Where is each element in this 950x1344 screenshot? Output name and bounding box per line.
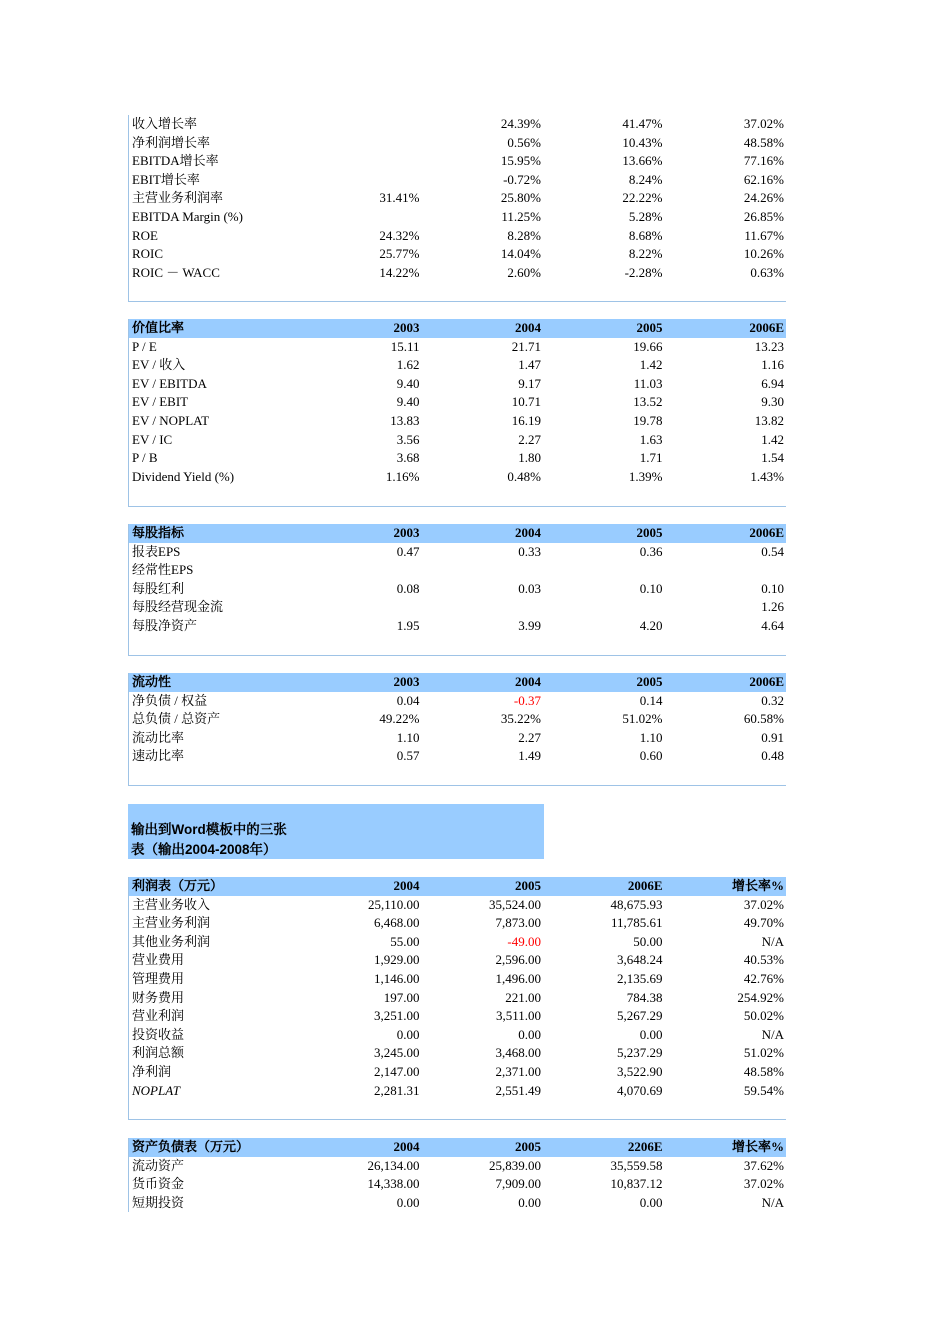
cell: 42.76% (743, 970, 784, 986)
cell: 8.28% (507, 227, 541, 243)
cell: 3,648.24 (617, 952, 663, 968)
cell: 2,281.31 (374, 1082, 420, 1098)
cell: 19.66 (633, 338, 663, 354)
cell: 22.22% (622, 190, 663, 206)
cell: -2.28% (624, 264, 663, 280)
cell: 21.71 (511, 338, 541, 354)
cell: 5.28% (628, 208, 663, 224)
row-label: 投资收益 (132, 1026, 185, 1042)
cell: 51.02% (622, 711, 663, 727)
cell: 5,237.29 (617, 1045, 663, 1061)
cell: 3.56 (396, 431, 420, 447)
row-label: 总负债 / 总资产 (132, 711, 221, 727)
row-label: 货币资金 (132, 1176, 185, 1192)
cell: 0.00 (518, 1194, 541, 1210)
cell: 24.39% (500, 116, 541, 131)
cell: 1.80 (518, 450, 541, 466)
column-header: 2005 (515, 878, 541, 893)
cell (542, 598, 664, 617)
table-row (129, 561, 786, 580)
cell (542, 561, 664, 580)
cell: 197.00 (383, 989, 420, 1005)
cell: 9.17 (518, 375, 541, 391)
cell: 41.47% (622, 116, 663, 131)
cell: 48,675.93 (610, 896, 663, 912)
cell: 59.54% (743, 1082, 784, 1098)
cell: 221.00 (505, 989, 541, 1005)
table-row (129, 356, 786, 375)
table-row (129, 580, 786, 599)
table-row (129, 914, 786, 933)
row-label: 利润总额 (132, 1045, 185, 1061)
table-row (129, 375, 786, 394)
table-title: 流动性 (132, 674, 172, 689)
row-label: P / B (132, 450, 158, 466)
cell: 0.48 (761, 748, 784, 764)
table-row (129, 412, 786, 431)
row-label: EV / NOPLAT (132, 412, 210, 428)
row-label: EBITDA增长率 (132, 153, 219, 169)
row-label: EV / 收入 (132, 357, 186, 373)
table-header (129, 1138, 786, 1157)
cell: 0.00 (639, 1026, 663, 1042)
table-row (129, 933, 786, 952)
cell: 35,524.00 (489, 896, 541, 912)
cell: 0.00 (639, 1194, 663, 1210)
cell: 3,511.00 (495, 1008, 541, 1024)
cell (421, 598, 543, 617)
cell: 13.23 (754, 338, 784, 354)
table-row (129, 393, 786, 412)
cell: 1,146.00 (374, 970, 420, 986)
row-label: 主营业务收入 (132, 896, 211, 912)
cell: 50.02% (743, 1008, 784, 1024)
cell: 11,785.61 (610, 915, 663, 931)
cell: 4.20 (639, 617, 663, 633)
table-row (129, 543, 786, 562)
table-row (129, 227, 786, 246)
column-header: 增长率% (731, 878, 784, 893)
cell: 40.53% (743, 952, 784, 968)
cell: 14,338.00 (367, 1176, 420, 1192)
cell: 0.56% (507, 134, 541, 150)
table-row (129, 431, 786, 450)
cell: 31.41% (379, 190, 420, 206)
cell: 1.16% (385, 468, 420, 484)
row-label: EBIT增长率 (132, 171, 200, 187)
row-label: P / E (132, 338, 157, 354)
cell: 37.62% (743, 1157, 784, 1173)
column-header: 2004 (393, 878, 420, 893)
table-row (129, 208, 786, 227)
table-row (129, 1044, 786, 1063)
row-label: 每股经营现金流 (132, 599, 224, 615)
cell: 0.10 (761, 580, 784, 596)
column-header: 2003 (393, 525, 420, 540)
cell: 3,522.90 (617, 1063, 663, 1079)
valuation-table (128, 319, 786, 507)
table-row (129, 598, 786, 617)
cell: 2,596.00 (495, 952, 541, 968)
cell: 0.08 (396, 580, 420, 596)
table-title: 每股指标 (132, 525, 185, 540)
note-line: 表（输出2004-2008年） (131, 842, 277, 857)
cell: 10.43% (622, 134, 663, 150)
cell: 13.52 (633, 394, 663, 410)
cell: 0.04 (396, 692, 420, 708)
cell: 62.16% (743, 171, 784, 187)
cell: 7,909.00 (495, 1176, 541, 1192)
cell: 1,929.00 (374, 952, 420, 968)
cell: 14.04% (500, 246, 541, 262)
cell: 60.58% (743, 711, 784, 727)
cell: 35,559.58 (610, 1157, 663, 1173)
cell: 0.33 (518, 543, 541, 559)
table-row (129, 1175, 786, 1194)
column-header: 2003 (393, 674, 420, 689)
cell: 25,839.00 (489, 1157, 541, 1173)
row-label: 收入增长率 (132, 116, 198, 131)
cell: 11.03 (633, 375, 663, 391)
column-header: 2006E (749, 674, 784, 689)
table-row (129, 747, 786, 766)
cell: 35.22% (500, 711, 541, 727)
table-header (129, 319, 786, 338)
cell (299, 171, 421, 190)
cell: 1.62 (396, 357, 420, 373)
cell: 15.95% (500, 153, 541, 169)
column-header: 2006E (627, 878, 663, 893)
table-row (129, 1082, 786, 1101)
cell: 25,110.00 (367, 896, 420, 912)
cell: 25.77% (379, 246, 420, 262)
output-note (128, 804, 544, 859)
cell: 0.14 (639, 692, 663, 708)
cell: 25.80% (500, 190, 541, 206)
table-row (129, 989, 786, 1008)
cell: 14.22% (379, 264, 420, 280)
cell: 0.60 (639, 748, 663, 764)
cell: 2.60% (507, 264, 541, 280)
table-row (129, 617, 786, 636)
cell: 0.57 (396, 748, 420, 764)
row-label: NOPLAT (132, 1082, 180, 1098)
row-label: 每股红利 (132, 580, 185, 596)
table-row (129, 970, 786, 989)
table-row (129, 896, 786, 915)
cell: 51.02% (743, 1045, 784, 1061)
column-header: 2003 (393, 320, 420, 335)
cell (299, 561, 421, 580)
row-label: 流动资产 (132, 1157, 185, 1173)
cell: 1.63 (639, 431, 663, 447)
cell: 2,551.49 (495, 1082, 541, 1098)
row-label: 管理费用 (132, 970, 185, 986)
row-label: EV / EBIT (132, 394, 189, 410)
table-row (129, 338, 786, 357)
row-label: 净利润 (132, 1063, 172, 1079)
cell: 37.02% (743, 1176, 784, 1192)
cell: 1.16 (761, 357, 784, 373)
row-label: 主营业务利润 (132, 915, 211, 931)
cell: 1.26 (761, 599, 784, 615)
cell: 11.25% (501, 208, 541, 224)
cell (299, 152, 421, 171)
cell: 10,837.12 (610, 1176, 663, 1192)
column-header: 2005 (636, 320, 663, 335)
cell: 49.70% (743, 915, 784, 931)
cell: 0.00 (518, 1026, 541, 1042)
cell: 1.43% (750, 468, 784, 484)
income-statement-table (128, 877, 786, 1120)
table-row (129, 171, 786, 190)
cell: 254.92% (737, 989, 784, 1005)
cell: 26,134.00 (367, 1157, 420, 1173)
row-label: EV / IC (132, 431, 173, 447)
cell: 7,873.00 (495, 915, 541, 931)
cell: 3,251.00 (374, 1008, 420, 1024)
cell: 9.40 (396, 394, 420, 410)
cell: 1.42 (639, 357, 663, 373)
table-row (129, 115, 786, 134)
cell: 2,135.69 (617, 970, 663, 986)
cell: 0.03 (518, 580, 541, 596)
cell: 0.36 (639, 543, 663, 559)
table-row (129, 134, 786, 153)
cell: -0.72% (503, 171, 541, 187)
cell: 8.68% (628, 227, 663, 243)
table-row (129, 1026, 786, 1045)
cell: N/A (761, 1194, 784, 1210)
row-label: 主营业务利润率 (132, 190, 224, 206)
cell: 0.63% (750, 264, 784, 280)
cell: 55.00 (390, 933, 420, 949)
row-label: Dividend Yield (%) (132, 468, 235, 484)
column-header: 2004 (393, 1139, 420, 1154)
cell: 3.99 (518, 617, 541, 633)
cell: 8.24% (628, 171, 663, 187)
cell: 1.71 (639, 450, 663, 466)
cell: 3,245.00 (374, 1045, 420, 1061)
cell: 19.78 (633, 412, 663, 428)
row-label: 财务费用 (132, 989, 185, 1005)
table-row (129, 245, 786, 264)
cell: 48.58% (743, 134, 784, 150)
cell (299, 208, 421, 227)
table-title: 价值比率 (132, 320, 185, 335)
row-label: ROIC － WACC (132, 264, 220, 280)
cell: 2,147.00 (374, 1063, 420, 1079)
negative-cell: -49.00 (507, 933, 541, 949)
cell: 0.00 (396, 1026, 420, 1042)
table-row (129, 710, 786, 729)
balance-sheet-table (128, 1138, 786, 1212)
cell: 1.39% (628, 468, 663, 484)
cell (664, 561, 786, 580)
cell: 1.10 (639, 729, 663, 745)
cell: 0.48% (507, 468, 541, 484)
cell: 0.91 (761, 729, 784, 745)
row-label: 净利润增长率 (132, 134, 211, 150)
cell: 2,371.00 (495, 1063, 541, 1079)
column-header: 2004 (515, 320, 541, 335)
column-header: 2005 (636, 525, 663, 540)
cell: 784.38 (626, 989, 663, 1005)
cell (299, 598, 421, 617)
cell: 24.26% (743, 190, 784, 206)
table-row (129, 729, 786, 748)
cell: 11.67% (744, 227, 784, 243)
cell: 48.58% (743, 1063, 784, 1079)
cell: 50.00 (633, 933, 663, 949)
liquidity-table (128, 673, 786, 786)
cell: 1.95 (396, 617, 420, 633)
cell: 1.49 (518, 748, 541, 764)
table-row (129, 692, 786, 711)
cell: 2.27 (518, 431, 541, 447)
table-row (129, 1157, 786, 1176)
note-line: 输出到Word模板中的三张 (131, 822, 287, 837)
cell: 24.32% (379, 227, 420, 243)
cell: 15.11 (390, 338, 420, 354)
row-label: 营业利润 (132, 1008, 185, 1024)
cell: 1,496.00 (495, 970, 541, 986)
cell (299, 134, 421, 153)
table-row (129, 264, 786, 283)
column-header: 2005 (636, 674, 663, 689)
growth-table (128, 115, 786, 302)
cell: 0.54 (761, 543, 784, 559)
cell: 49.22% (379, 711, 420, 727)
cell: 2.27 (518, 729, 541, 745)
table-header (129, 673, 786, 692)
cell (299, 115, 421, 134)
cell: 13.82 (754, 412, 784, 428)
cell: 0.10 (639, 580, 663, 596)
per-share-table (128, 524, 786, 656)
table-row (129, 449, 786, 468)
column-header: 2006E (749, 525, 784, 540)
column-header: 2005 (515, 1139, 541, 1154)
column-header: 2004 (515, 525, 541, 540)
row-label: 流动比率 (132, 729, 185, 745)
table-row (129, 1063, 786, 1082)
column-header: 2206E (627, 1139, 663, 1154)
cell: 0.47 (396, 543, 420, 559)
cell: 10.71 (511, 394, 541, 410)
cell: 13.83 (390, 412, 420, 428)
cell: 10.26% (743, 246, 784, 262)
cell: N/A (761, 1026, 784, 1042)
row-label: 营业费用 (132, 952, 185, 968)
negative-cell: -0.37 (513, 692, 541, 708)
cell: 8.22% (628, 246, 663, 262)
table-row (129, 152, 786, 171)
row-label: 速动比率 (132, 748, 185, 764)
cell: 0.32 (761, 692, 784, 708)
table-row (129, 1007, 786, 1026)
row-label: 每股净资产 (132, 617, 198, 633)
row-label: 短期投资 (132, 1194, 185, 1210)
cell: 1.42 (761, 431, 784, 447)
column-header: 2006E (749, 320, 784, 335)
row-label: 经常性EPS (132, 562, 194, 578)
cell: 4.64 (761, 617, 784, 633)
cell: 77.16% (743, 153, 784, 169)
table-row (129, 951, 786, 970)
table-header (129, 524, 786, 543)
table-title: 资产负债表（万元） (132, 1139, 250, 1154)
column-header: 2004 (515, 674, 541, 689)
cell: 9.30 (761, 394, 784, 410)
column-header: 增长率% (731, 1139, 784, 1154)
cell: N/A (761, 933, 784, 949)
cell: 4,070.69 (617, 1082, 663, 1098)
cell: 6,468.00 (374, 915, 420, 931)
cell: 37.02% (743, 116, 784, 131)
table-header (129, 877, 786, 896)
cell: 1.47 (518, 357, 541, 373)
cell: 26.85% (743, 208, 784, 224)
cell: 3,468.00 (495, 1045, 541, 1061)
table-row (129, 1194, 786, 1213)
row-label: 报表EPS (132, 543, 181, 559)
cell: 13.66% (622, 153, 663, 169)
row-label: ROE (132, 227, 158, 243)
table-row (129, 468, 786, 487)
row-label: 其他业务利润 (132, 933, 211, 949)
row-label: ROIC (132, 246, 164, 262)
table-row (129, 189, 786, 208)
row-label: 净负债 / 权益 (132, 692, 208, 708)
cell: 37.02% (743, 896, 784, 912)
cell: 6.94 (761, 375, 784, 391)
cell: 0.00 (396, 1194, 420, 1210)
cell: 9.40 (396, 375, 420, 391)
row-label: EBITDA Margin (%) (132, 208, 243, 224)
cell: 1.54 (761, 450, 784, 466)
cell: 1.10 (396, 729, 420, 745)
cell: 5,267.29 (617, 1008, 663, 1024)
cell: 16.19 (511, 412, 541, 428)
row-label: EV / EBITDA (132, 375, 207, 391)
cell (421, 561, 543, 580)
table-title: 利润表（万元） (132, 878, 224, 893)
cell: 3.68 (396, 450, 420, 466)
